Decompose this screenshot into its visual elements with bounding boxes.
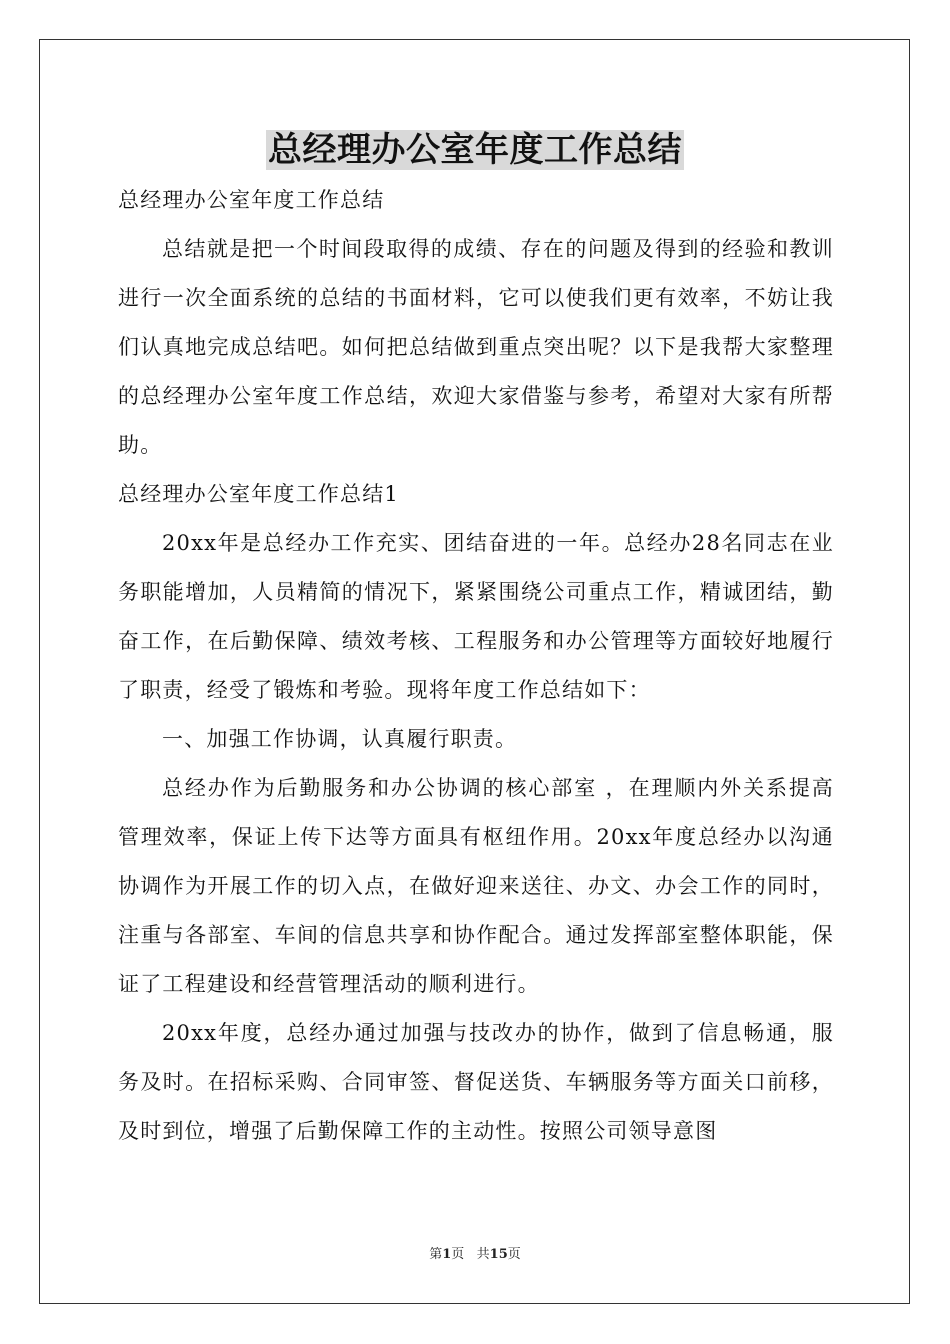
footer-middle: 页 共	[451, 1247, 490, 1262]
footer-prefix: 第	[429, 1247, 443, 1262]
paragraph: 20xx年是总经办工作充实、团结奋进的一年。总经办28名同志在业务职能增加，人员精简的情况下，紧紧围绕公司重点工作，精诚团结，勤奋工作，在后勤保障、绩效考核、工程服务和办公管理等方面较好地履行了职责，经受了锻炼和考验。现将年度工作总结如下：	[118, 531, 834, 702]
footer-page-number: 1	[442, 1247, 452, 1262]
paragraph: 总经理办公室年度工作总结	[118, 188, 385, 212]
paragraph: 总经理办公室年度工作总结1	[118, 482, 399, 506]
page-footer	[0, 1246, 950, 1264]
document-title	[0, 128, 950, 172]
footer-total-pages: 15	[489, 1247, 508, 1262]
document-title-text: 总经理办公室年度工作总结	[268, 130, 682, 170]
footer-suffix: 页	[507, 1247, 521, 1262]
paragraph: 20xx年度，总经办通过加强与技改办的协作，做到了信息畅通，服务及时。在招标采购、合同审签、督促送货、车辆服务等方面关口前移，及时到位，增强了后勤保障工作的主动性。按照公司领导意图	[118, 1021, 834, 1143]
paragraph: 总经办作为后勤服务和办公协调的核心部室 ，在理顺内外关系提高管理效率，保证上传下达等方面具有枢纽作用。20xx年度总经办以沟通协调作为开展工作的切入点，在做好迎来送往、办文、办会工作的同时，注重与各部室、车间的信息共享和协作配合。通过发挥部室整体职能，保证了工程建设和经营管理活动的顺利进行。	[118, 776, 834, 996]
paragraph: 一、加强工作协调，认真履行职责。	[162, 727, 518, 751]
document-body	[118, 176, 834, 1156]
paragraph: 总结就是把一个时间段取得的成绩、存在的问题及得到的经验和教训进行一次全面系统的总结的书面材料，它可以使我们更有效率，不妨让我们认真地完成总结吧。如何把总结做到重点突出呢？以下是我帮大家整理的总经理办公室年度工作总结，欢迎大家借鉴与参考，希望对大家有所帮助。	[118, 237, 834, 457]
